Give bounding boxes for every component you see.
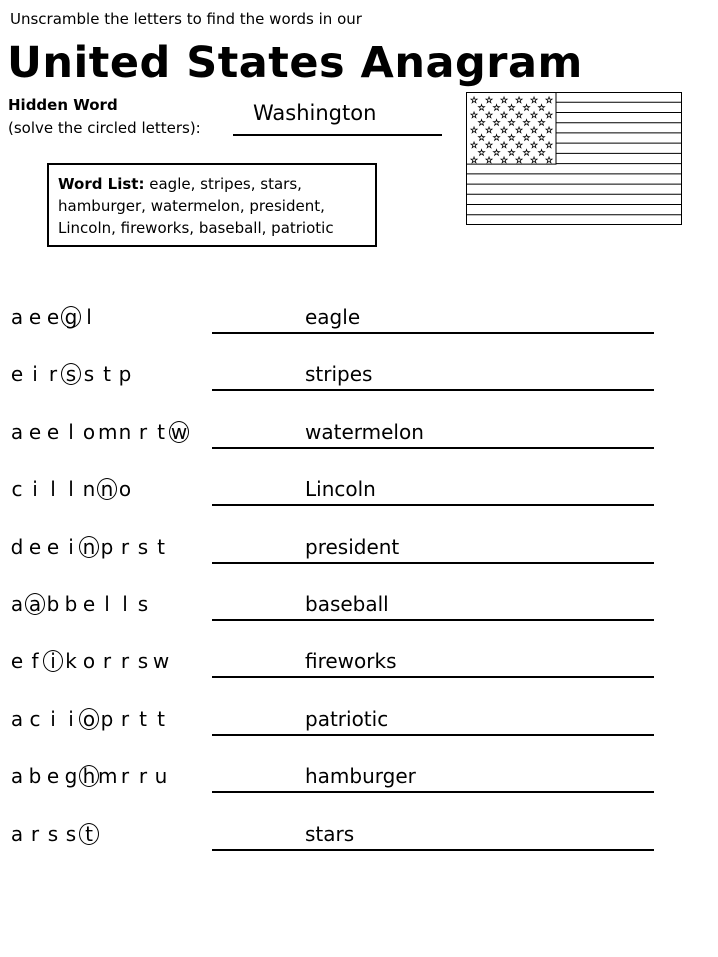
answer-line [212, 332, 654, 334]
letter: a [10, 305, 24, 329]
us-flag-icon [466, 92, 682, 225]
flag-star-icon: ☆ [507, 118, 516, 129]
flag-star-icon: ☆ [522, 148, 531, 159]
letter: l [68, 477, 74, 502]
flag-star-icon: ☆ [499, 96, 509, 106]
scrambled-letters [8, 362, 134, 386]
letter: o [118, 477, 132, 502]
flag-star-icon: ☆ [477, 148, 486, 159]
letter: e [28, 305, 42, 329]
letter: a [10, 419, 24, 444]
flag-star-icon: ☆ [529, 141, 539, 151]
flag-star-icon: ☆ [537, 103, 546, 114]
hidden-word-line [233, 134, 442, 136]
answer-text: stripes [305, 362, 373, 387]
scrambled-letters [8, 822, 98, 846]
letter: a [10, 706, 24, 731]
hidden-word-answer: Washington [253, 101, 377, 125]
letter: c [11, 477, 23, 502]
letter: l [68, 419, 74, 444]
puzzle-row [0, 535, 718, 575]
flag-star-icon: ☆ [469, 156, 479, 166]
flag-star-icon: ☆ [522, 133, 531, 144]
letter: p [100, 534, 114, 559]
flag-star-icon: ☆ [484, 111, 494, 121]
letter: p [118, 362, 132, 387]
letter: r [138, 419, 148, 444]
puzzle-row [0, 362, 718, 402]
answer-line [212, 619, 654, 621]
answer-text: fireworks [305, 649, 397, 674]
flag-star-icon: ☆ [529, 126, 539, 136]
flag-star-icon: ☆ [529, 111, 539, 121]
puzzle-row [0, 420, 718, 460]
answer-text: eagle [305, 305, 361, 329]
flag-star-icon: ☆ [484, 141, 494, 151]
letter: l [104, 592, 110, 616]
letter: f [31, 649, 39, 674]
puzzle-row [0, 477, 718, 517]
flag-star-icon: ☆ [514, 141, 524, 151]
letter: i [50, 706, 56, 731]
letter: b [46, 592, 60, 616]
letter: l [86, 305, 92, 329]
flag-star-icon: ☆ [522, 103, 531, 114]
letter: i [32, 477, 38, 502]
letter: r [120, 534, 130, 559]
puzzle-row [0, 592, 718, 632]
flag-star-icon: ☆ [484, 96, 494, 106]
letter: e [10, 649, 24, 674]
circled-letter: i [44, 649, 62, 673]
letter: e [10, 362, 24, 387]
letter: e [28, 419, 42, 444]
letter: r [120, 764, 130, 789]
flag-star-icon: ☆ [507, 148, 516, 159]
flag-star-icon: ☆ [522, 118, 531, 129]
letter: u [154, 764, 168, 789]
letter: e [46, 419, 60, 444]
worksheet-title: United States Anagram [7, 38, 583, 88]
circled-letter: h [80, 764, 98, 788]
answer-line [212, 791, 654, 793]
letter: l [122, 592, 128, 616]
flag-star-icon: ☆ [544, 156, 554, 166]
puzzle-row [0, 707, 718, 747]
answer-text: stars [305, 821, 355, 846]
flag-star-icon: ☆ [484, 156, 494, 166]
letter: w [152, 649, 170, 674]
puzzle-row [0, 305, 718, 345]
letter: o [82, 649, 96, 674]
letter: r [30, 821, 40, 846]
flag-star-icon: ☆ [537, 118, 546, 129]
answer-text: watermelon [305, 419, 424, 444]
letter: r [138, 764, 148, 789]
letter: a [10, 821, 24, 846]
answer-line [212, 734, 654, 736]
letter: s [137, 592, 149, 616]
word-list-box [47, 163, 377, 247]
scrambled-letters [8, 649, 170, 673]
flag-star-icon: ☆ [499, 156, 509, 166]
word-list-title: Word List: [58, 175, 145, 193]
scrambled-letters [8, 764, 170, 788]
worksheet-subtitle: Unscramble the letters to find the words in our [10, 10, 362, 28]
flag-star-icon: ☆ [499, 126, 509, 136]
letter: c [29, 706, 41, 731]
letter: t [157, 706, 165, 731]
letter: s [137, 534, 149, 559]
flag-star-icon: ☆ [544, 111, 554, 121]
circled-letter: w [170, 419, 188, 444]
puzzle-row [0, 822, 718, 862]
circled-letter: n [98, 477, 116, 501]
flag-star-icon: ☆ [492, 148, 501, 159]
letter: o [82, 419, 96, 444]
letter: p [100, 706, 114, 731]
letter: g [64, 764, 78, 789]
flag-star-icon: ☆ [499, 141, 509, 151]
letter: e [46, 534, 60, 559]
answer-text: hamburger [305, 764, 416, 789]
letter: e [46, 764, 60, 789]
answer-line [212, 676, 654, 678]
letter: s [47, 821, 59, 846]
answer-line [212, 389, 654, 391]
flag-star-icon: ☆ [477, 133, 486, 144]
answer-text: president [305, 534, 400, 559]
flag-star-icon: ☆ [492, 133, 501, 144]
scrambled-letters [8, 477, 134, 501]
flag-star-icon: ☆ [514, 111, 524, 121]
letter: i [68, 706, 74, 731]
answer-line [212, 504, 654, 506]
puzzle-row [0, 764, 718, 804]
letter: b [28, 764, 42, 789]
answer-text: baseball [305, 592, 389, 616]
scrambled-letters [8, 592, 152, 616]
circled-letter: g [62, 305, 80, 329]
word-list-line-2: hamburger, watermelon, president, [58, 197, 325, 215]
letter: t [139, 706, 147, 731]
letter: m [98, 419, 118, 444]
flag-star-icon: ☆ [492, 103, 501, 114]
word-list-line-3: Lincoln, fireworks, baseball, patriotic [58, 219, 334, 237]
flag-star-icon: ☆ [544, 126, 554, 136]
hidden-word-label: Hidden Word [8, 96, 118, 114]
letter: m [98, 764, 118, 789]
letter: e [46, 305, 60, 329]
letter: n [118, 419, 132, 444]
flag-star-icon: ☆ [492, 118, 501, 129]
flag-star-icon: ☆ [529, 96, 539, 106]
letter: d [10, 534, 24, 559]
letter: e [28, 534, 42, 559]
flag-star-icon: ☆ [544, 96, 554, 106]
letter: b [64, 592, 78, 616]
letter: t [103, 362, 111, 387]
letter: s [137, 649, 149, 674]
letter: s [65, 821, 77, 846]
answer-text: patriotic [305, 706, 389, 731]
circled-letter: a [26, 592, 44, 616]
flag-star-icon: ☆ [469, 141, 479, 151]
answer-line [212, 562, 654, 564]
letter: s [83, 362, 95, 387]
letter: t [157, 534, 165, 559]
letter: r [120, 706, 130, 731]
answer-text: Lincoln [305, 477, 376, 502]
flag-star-icon: ☆ [477, 103, 486, 114]
flag-star-icon: ☆ [514, 126, 524, 136]
flag-star-icon: ☆ [507, 103, 516, 114]
flag-star-icon: ☆ [469, 111, 479, 121]
letter: k [65, 649, 77, 674]
flag-star-icon: ☆ [537, 133, 546, 144]
letter: r [120, 649, 130, 674]
flag-star-icon: ☆ [499, 111, 509, 121]
letter: r [48, 362, 58, 387]
flag-star-icon: ☆ [507, 133, 516, 144]
letter: a [10, 592, 24, 616]
scrambled-letters [8, 535, 170, 559]
circled-letter: t [80, 822, 98, 846]
hidden-word-instruction: (solve the circled letters): [8, 119, 201, 137]
letter: t [157, 419, 165, 444]
flag-star-icon: ☆ [484, 126, 494, 136]
letter: i [68, 534, 74, 559]
scrambled-letters [8, 420, 188, 444]
circled-letter: n [80, 535, 98, 559]
word-list-line-1: eagle, stripes, stars, [149, 175, 302, 193]
flag-star-icon: ☆ [514, 156, 524, 166]
circled-letter: o [80, 707, 98, 731]
letter: l [50, 477, 56, 502]
flag-star-icon: ☆ [477, 118, 486, 129]
flag-star-icon: ☆ [469, 126, 479, 136]
letter: a [10, 764, 24, 789]
letter: i [32, 362, 38, 387]
flag-star-icon: ☆ [544, 141, 554, 151]
letter: n [82, 477, 96, 502]
answer-line [212, 447, 654, 449]
flag-star-icon: ☆ [529, 156, 539, 166]
puzzle-row [0, 649, 718, 689]
letter: e [82, 592, 96, 616]
scrambled-letters [8, 305, 98, 329]
flag-star-icon: ☆ [537, 148, 546, 159]
answer-line [212, 849, 654, 851]
scrambled-letters [8, 707, 170, 731]
circled-letter: s [62, 362, 80, 386]
letter: r [102, 649, 112, 674]
flag-star-icon: ☆ [514, 96, 524, 106]
flag-star-icon: ☆ [469, 96, 479, 106]
